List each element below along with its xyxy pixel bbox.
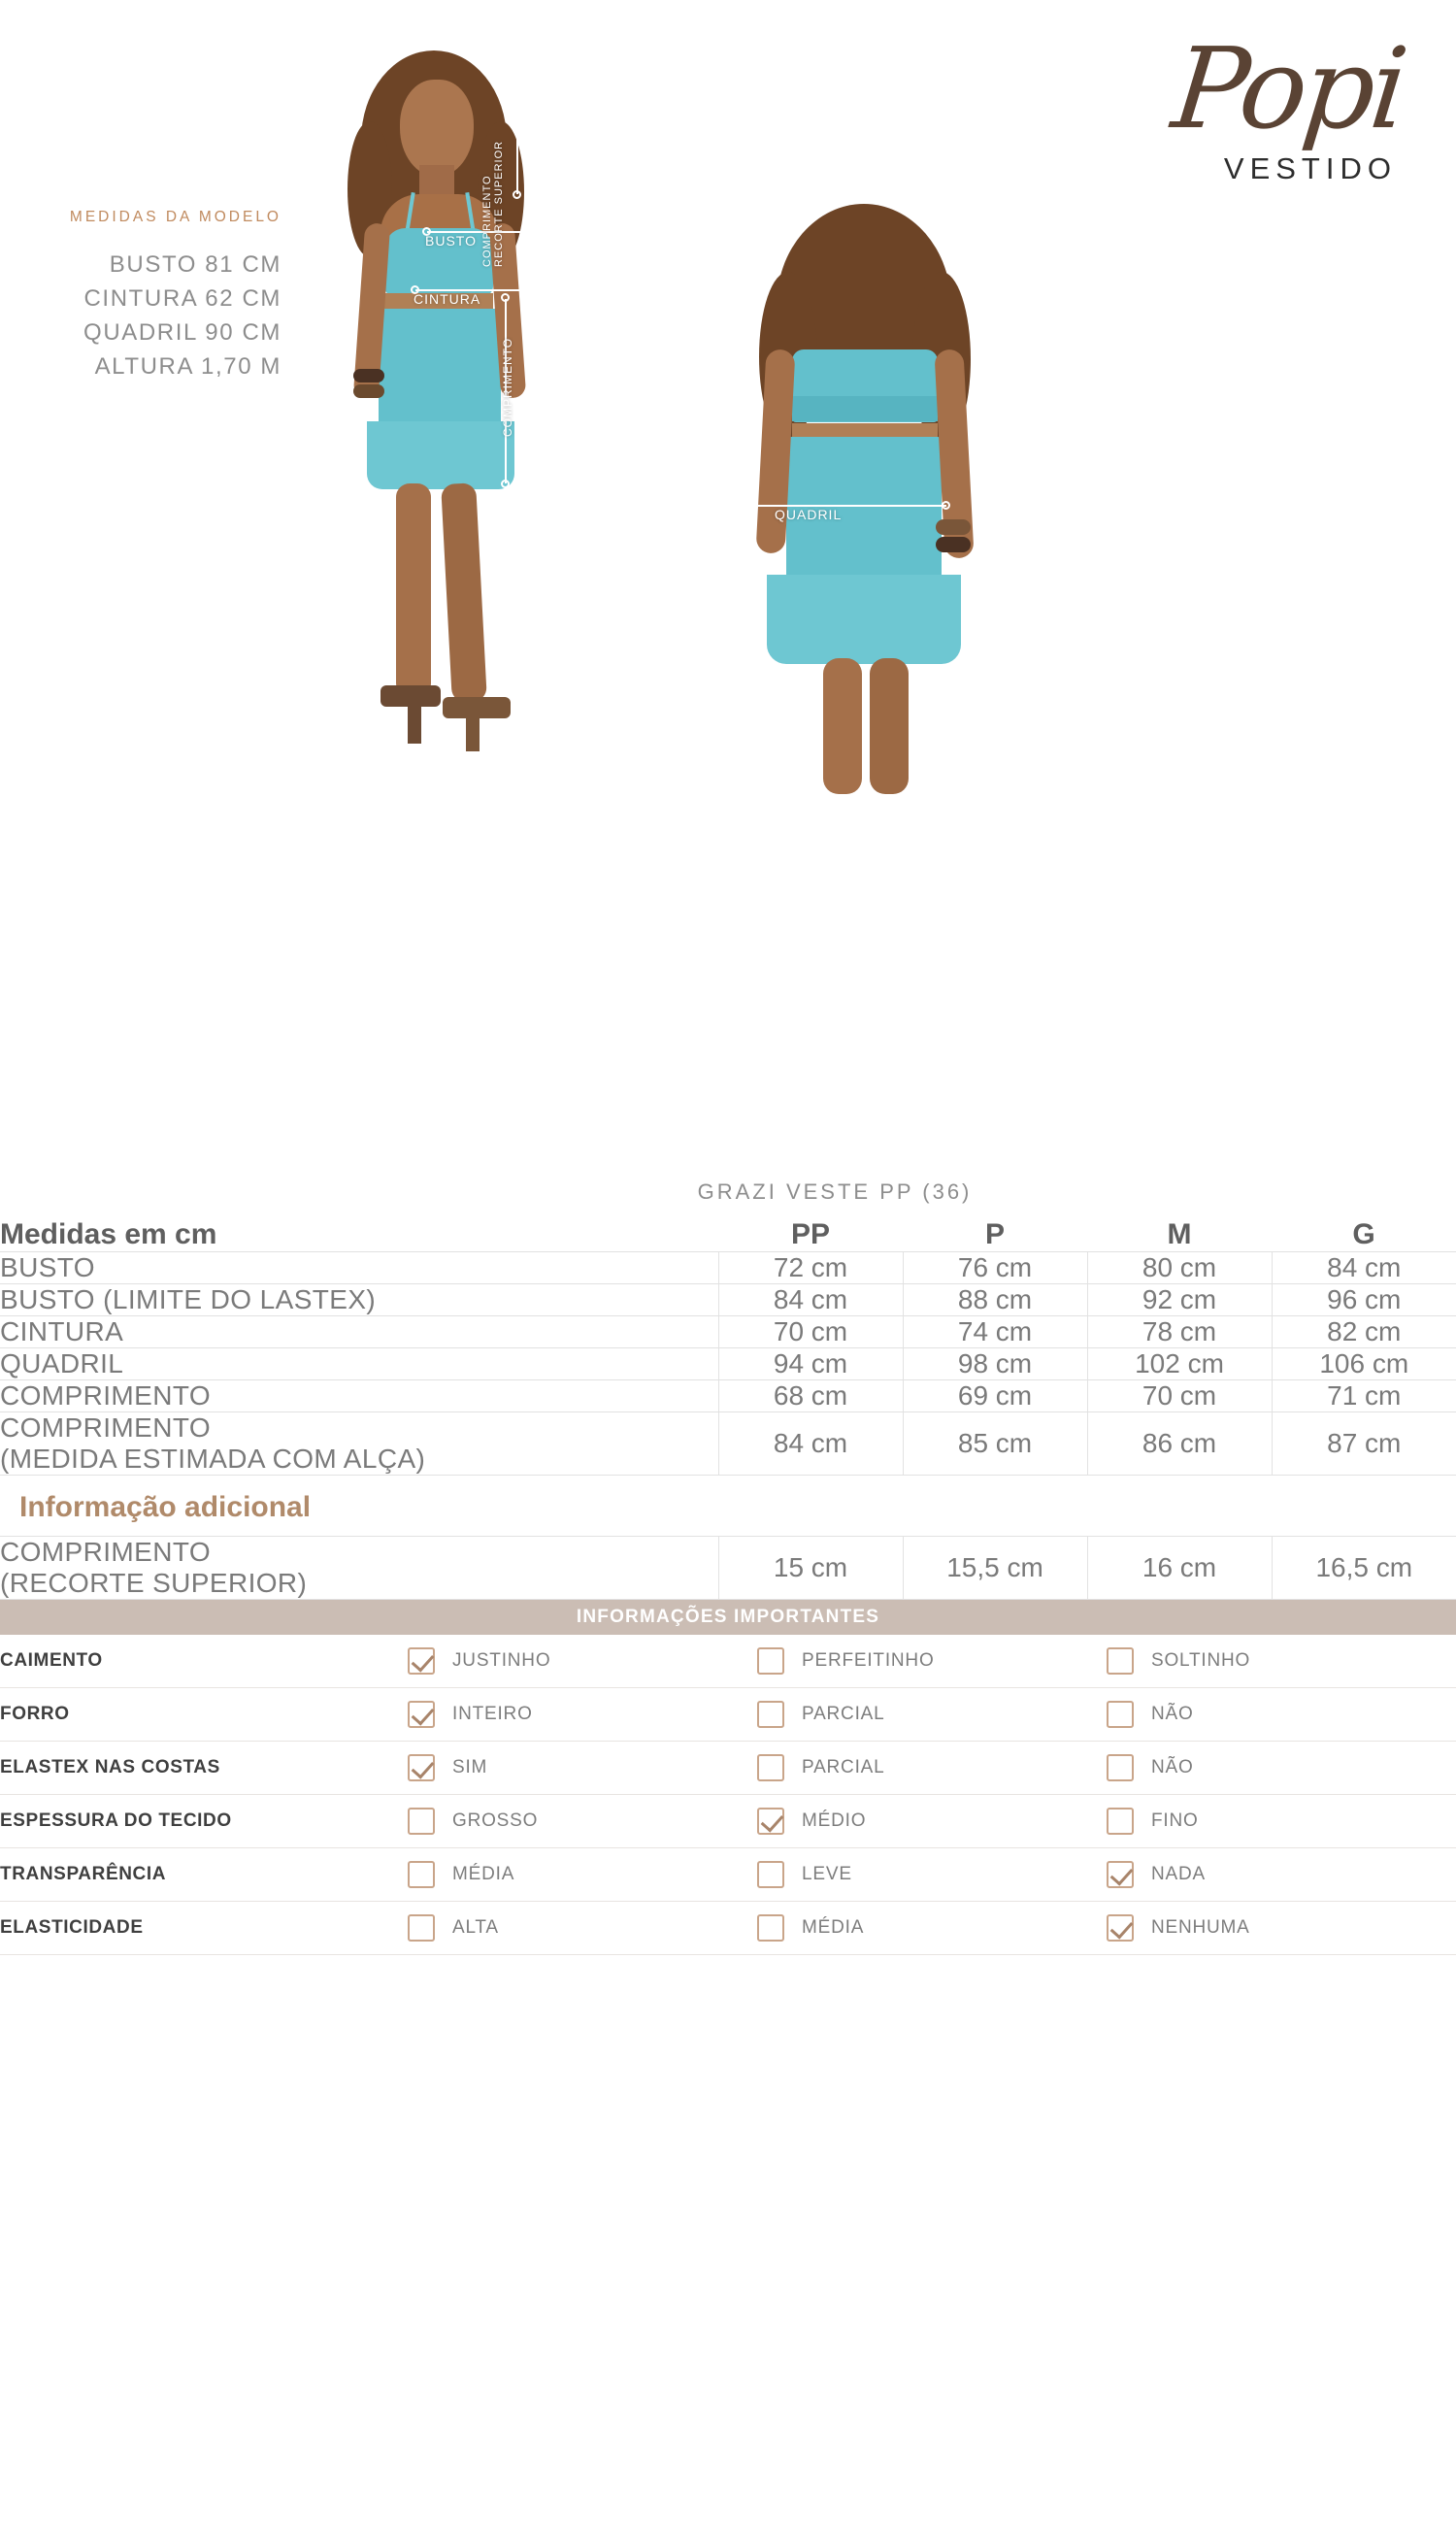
row-label: BUSTO (LIMITE DO LASTEX): [0, 1284, 718, 1316]
checkbox[interactable]: [408, 1701, 435, 1728]
product-type: VESTIDO: [1223, 151, 1397, 185]
table-header-row: [0, 1218, 1456, 1252]
checkbox[interactable]: [757, 1861, 784, 1888]
checkbox-label: FINO: [1151, 1810, 1199, 1831]
checkbox[interactable]: [408, 1861, 435, 1888]
row-label-main: COMPRIMENTO: [0, 1412, 211, 1443]
checkbox-row-name: TRANSPARÊNCIA: [0, 1848, 408, 1902]
checkbox-label: INTEIRO: [452, 1704, 533, 1724]
row-label: CINTURA: [0, 1316, 718, 1348]
checkbox-label: ALTA: [452, 1917, 499, 1938]
row-value: 16 cm: [1087, 1537, 1272, 1600]
size-table-section: [0, 1218, 1456, 1955]
checkbox[interactable]: [408, 1808, 435, 1835]
model-measurements-title: MEDIDAS DA MODELO: [69, 209, 281, 225]
checkbox-row: [0, 1902, 1456, 1955]
row-value: 94 cm: [718, 1348, 903, 1380]
important-info-table: [0, 1635, 1456, 1955]
hero-section: [0, 0, 1456, 1209]
model-measurement-cintura: CINTURA 62 CM: [83, 285, 281, 312]
checkbox-row: [0, 1635, 1456, 1688]
row-value: 71 cm: [1272, 1380, 1456, 1412]
row-value: 86 cm: [1087, 1412, 1272, 1476]
checkbox-label: GROSSO: [452, 1810, 539, 1831]
row-value: 84 cm: [718, 1412, 903, 1476]
size-table: [0, 1218, 1456, 1600]
row-value: 84 cm: [718, 1284, 903, 1316]
table-row: [0, 1284, 1456, 1316]
table-row: [0, 1412, 1456, 1476]
brand-block: [1166, 24, 1410, 186]
checkbox-label: NÃO: [1151, 1757, 1194, 1777]
checkbox-label: SIM: [452, 1757, 488, 1777]
table-header-size-m: M: [1087, 1218, 1272, 1252]
model-caption: GRAZI VESTE PP (36): [697, 1179, 973, 1204]
row-label: COMPRIMENTO: [0, 1380, 718, 1412]
model-measurement-quadril: QUADRIL 90 CM: [83, 319, 281, 346]
overlay-label-cintura: CINTURA: [414, 291, 481, 307]
checkbox[interactable]: [1107, 1861, 1134, 1888]
important-info-banner: INFORMAÇÕES IMPORTANTES: [0, 1600, 1456, 1635]
row-value: 70 cm: [1087, 1380, 1272, 1412]
checkbox[interactable]: [757, 1808, 784, 1835]
row-value: 15,5 cm: [903, 1537, 1087, 1600]
checkbox-label: MÉDIO: [802, 1810, 867, 1831]
overlay-label-quadril: QUADRIL: [775, 507, 843, 522]
additional-info-title: Informação adicional: [0, 1476, 718, 1537]
overlay-label-busto: BUSTO: [425, 233, 477, 249]
checkbox[interactable]: [757, 1754, 784, 1781]
additional-info-header-row: [0, 1476, 1456, 1537]
table-header-size-pp: PP: [718, 1218, 903, 1252]
checkbox[interactable]: [1107, 1808, 1134, 1835]
table-row: [0, 1380, 1456, 1412]
row-value: 87 cm: [1272, 1412, 1456, 1476]
row-value: 80 cm: [1087, 1252, 1272, 1284]
row-value: 70 cm: [718, 1316, 903, 1348]
checkbox[interactable]: [1107, 1701, 1134, 1728]
row-value: 16,5 cm: [1272, 1537, 1456, 1600]
checkbox-row-name: ESPESSURA DO TECIDO: [0, 1795, 408, 1848]
row-label: QUADRIL: [0, 1348, 718, 1380]
table-row: [0, 1348, 1456, 1380]
row-label-sub: (MEDIDA ESTIMADA COM ALÇA): [0, 1444, 426, 1474]
model-photo-front: [311, 29, 660, 1194]
row-label: [0, 1412, 718, 1476]
row-label-sub: (RECORTE SUPERIOR): [0, 1568, 308, 1598]
checkbox-row: [0, 1795, 1456, 1848]
checkbox-label: JUSTINHO: [452, 1650, 551, 1671]
table-row: [0, 1537, 1456, 1600]
row-value: 74 cm: [903, 1316, 1087, 1348]
checkbox[interactable]: [757, 1647, 784, 1675]
checkbox-row: [0, 1848, 1456, 1902]
model-measurement-busto: BUSTO 81 CM: [109, 251, 281, 278]
row-value: 85 cm: [903, 1412, 1087, 1476]
checkbox-row-name: FORRO: [0, 1688, 408, 1742]
checkbox-label: SOLTINHO: [1151, 1650, 1251, 1671]
checkbox-label: PARCIAL: [802, 1757, 885, 1777]
row-value: 82 cm: [1272, 1316, 1456, 1348]
row-value: 15 cm: [718, 1537, 903, 1600]
checkbox[interactable]: [1107, 1914, 1134, 1942]
row-value: 96 cm: [1272, 1284, 1456, 1316]
row-value: 106 cm: [1272, 1348, 1456, 1380]
checkbox[interactable]: [757, 1914, 784, 1942]
row-value: 84 cm: [1272, 1252, 1456, 1284]
overlay-label-comprimento-recorte: COMPRIMENTO RECORTE SUPERIOR: [481, 140, 505, 267]
overlay-label-comprimento: COMPRIMENTO: [501, 337, 514, 437]
row-value: 72 cm: [718, 1252, 903, 1284]
checkbox-label: PARCIAL: [802, 1704, 885, 1724]
row-label: BUSTO: [0, 1252, 718, 1284]
checkbox-row: [0, 1742, 1456, 1795]
checkbox[interactable]: [408, 1647, 435, 1675]
row-value: 76 cm: [903, 1252, 1087, 1284]
row-value: 92 cm: [1087, 1284, 1272, 1316]
model-measurement-altura: ALTURA 1,70 M: [94, 353, 281, 380]
row-label-main: COMPRIMENTO: [0, 1537, 211, 1567]
checkbox-label: MÉDIA: [452, 1864, 515, 1884]
table-row: [0, 1316, 1456, 1348]
checkbox[interactable]: [757, 1701, 784, 1728]
checkbox-row-name: ELASTEX NAS COSTAS: [0, 1742, 408, 1795]
row-label: [0, 1537, 718, 1600]
table-header-size-p: P: [903, 1218, 1087, 1252]
checkbox-label: PERFEITINHO: [802, 1650, 935, 1671]
table-header-label: Medidas em cm: [0, 1218, 718, 1252]
row-value: 78 cm: [1087, 1316, 1272, 1348]
row-value: 68 cm: [718, 1380, 903, 1412]
checkbox[interactable]: [408, 1914, 435, 1942]
checkbox[interactable]: [408, 1754, 435, 1781]
checkbox[interactable]: [1107, 1647, 1134, 1675]
checkbox-label: NADA: [1151, 1864, 1206, 1884]
checkbox-label: NÃO: [1151, 1704, 1194, 1724]
checkbox[interactable]: [1107, 1754, 1134, 1781]
model-measurements: [0, 209, 281, 383]
brand-name: Popi: [1166, 24, 1410, 154]
row-value: 102 cm: [1087, 1348, 1272, 1380]
checkbox-label: NENHUMA: [1151, 1917, 1250, 1938]
table-row: [0, 1252, 1456, 1284]
row-value: 69 cm: [903, 1380, 1087, 1412]
row-value: 88 cm: [903, 1284, 1087, 1316]
table-header-size-g: G: [1272, 1218, 1456, 1252]
model-photo-back: [718, 204, 1107, 1121]
checkbox-label: MÉDIA: [802, 1917, 865, 1938]
checkbox-row: [0, 1688, 1456, 1742]
row-value: 98 cm: [903, 1348, 1087, 1380]
checkbox-row-name: CAIMENTO: [0, 1635, 408, 1688]
checkbox-row-name: ELASTICIDADE: [0, 1902, 408, 1955]
checkbox-label: LEVE: [802, 1864, 852, 1884]
